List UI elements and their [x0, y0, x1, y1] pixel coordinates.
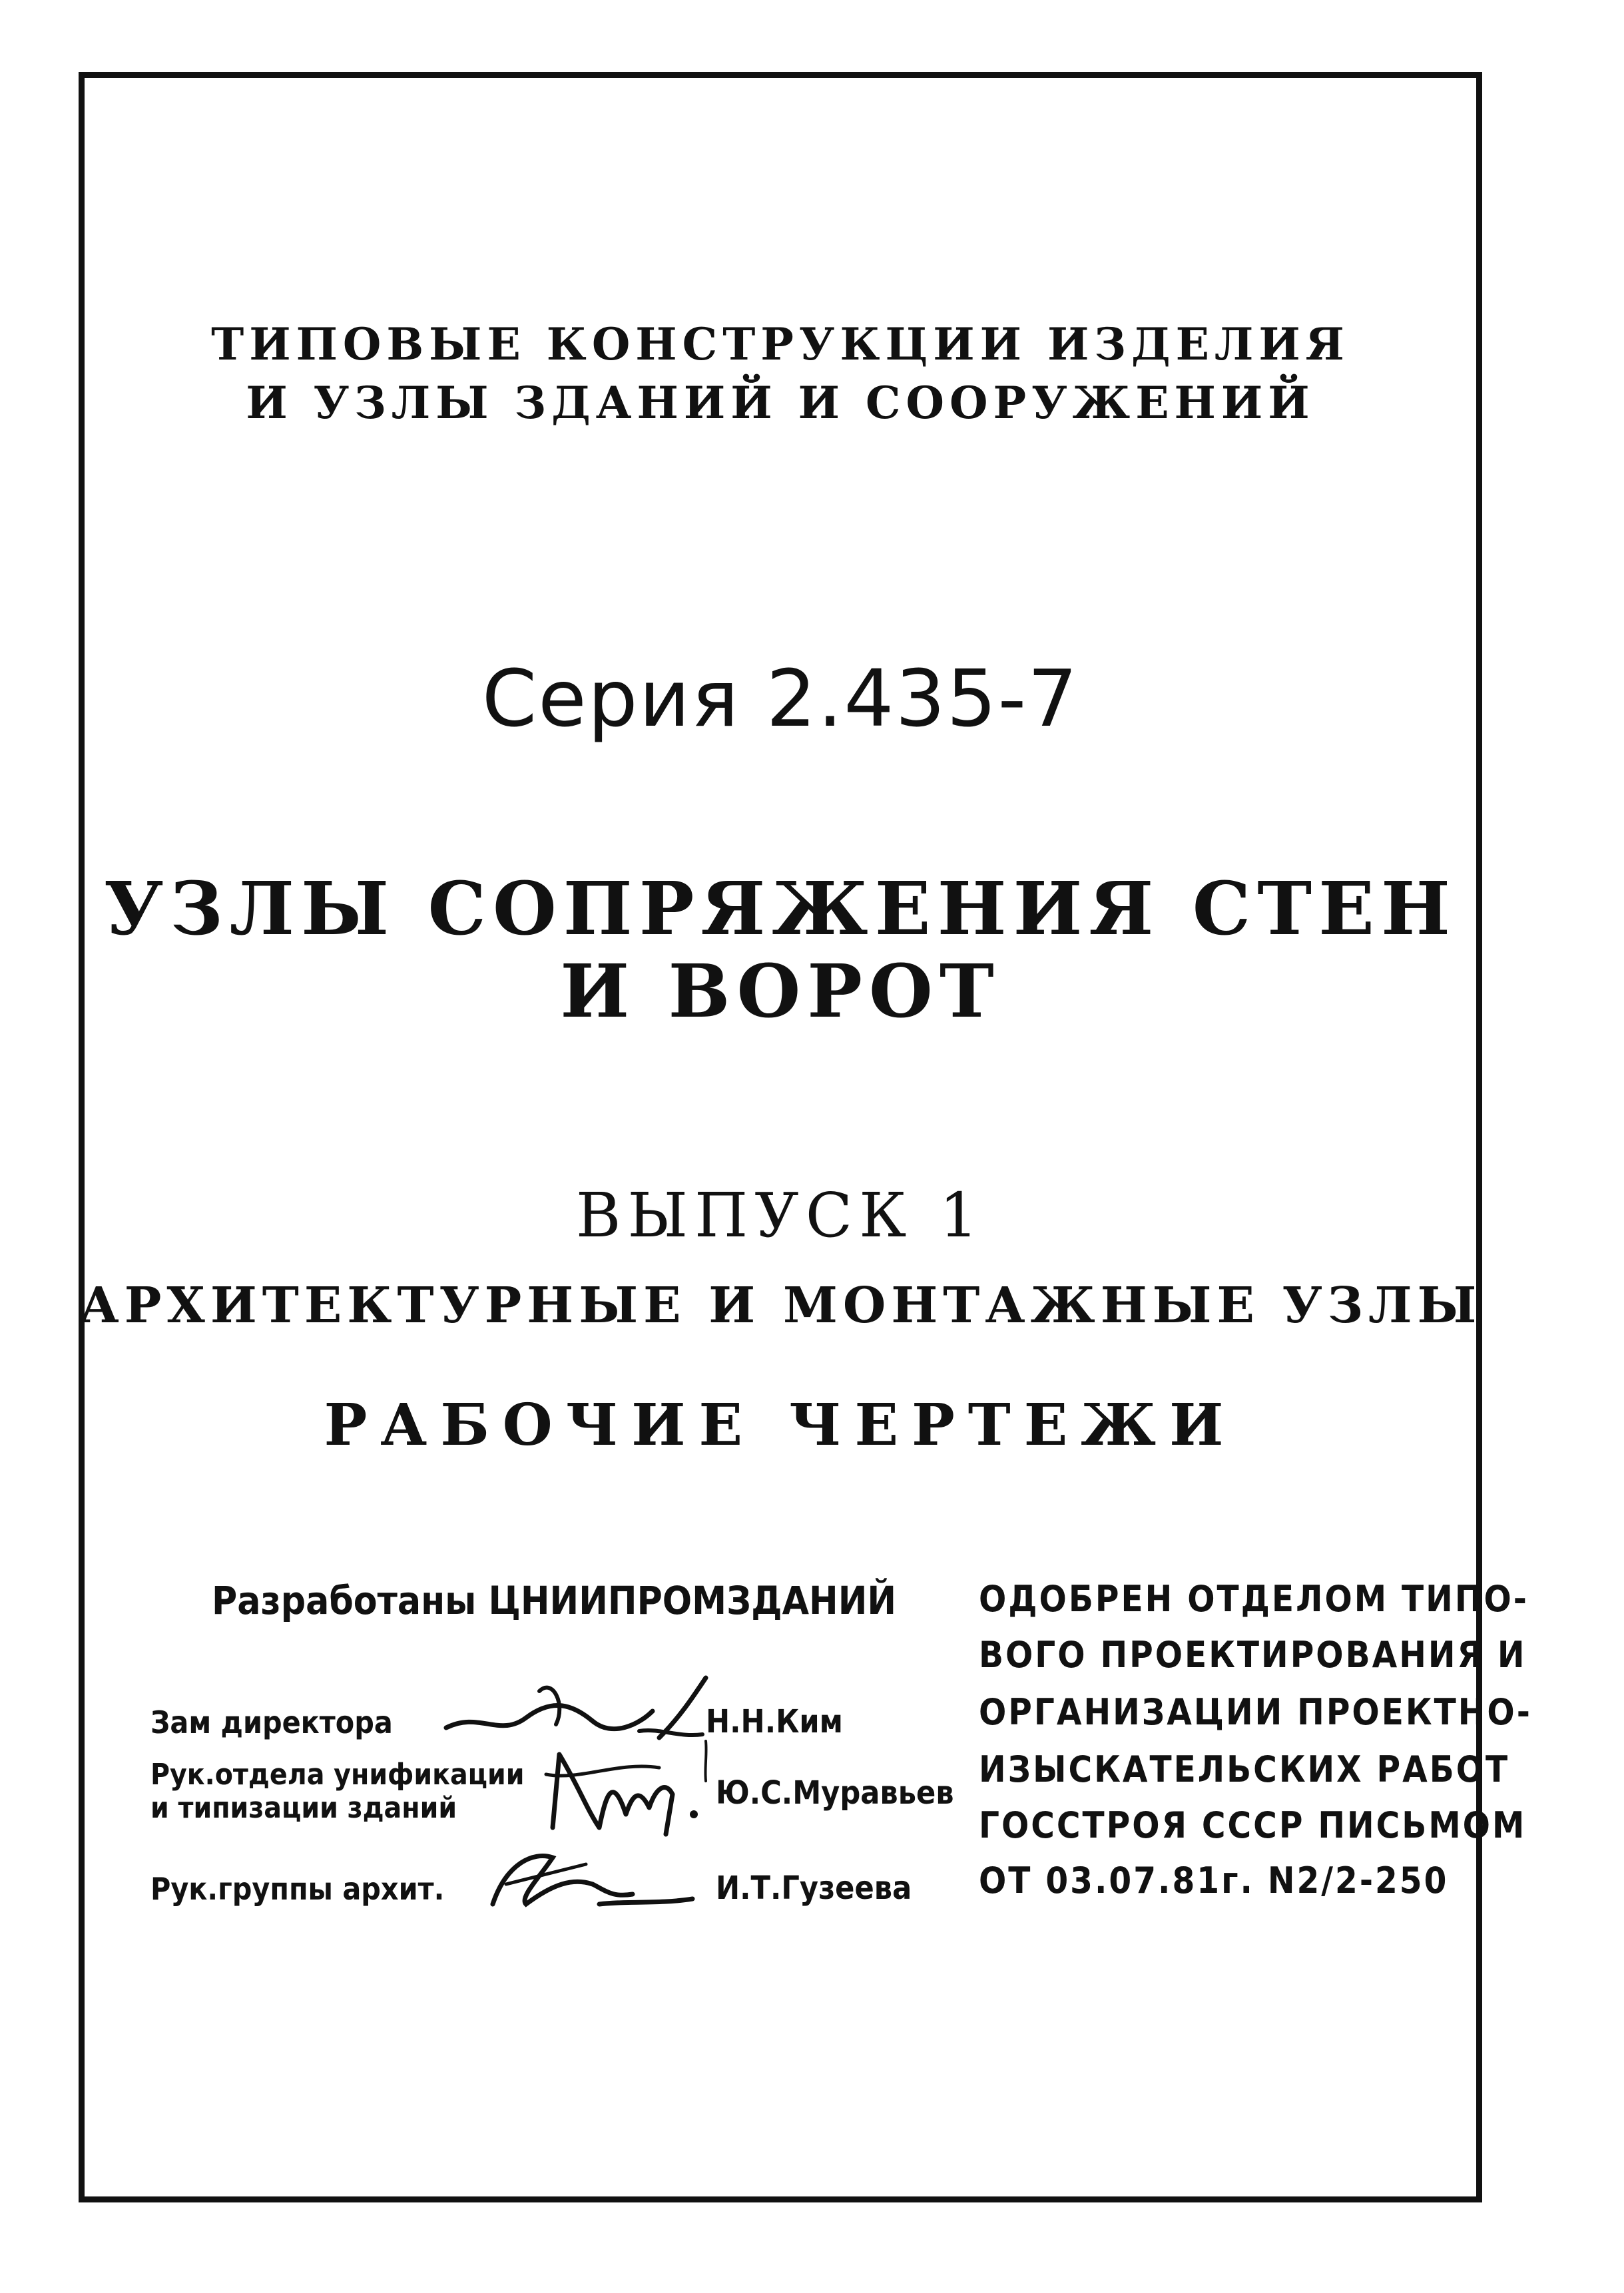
series-category-line-1: ТИПОВЫЕ КОНСТРУКЦИИ ИЗДЕЛИЯ — [211, 318, 1350, 370]
signatory-role-unification-head-line-2: и типизации зданий — [150, 1791, 457, 1825]
signatory-name-guzeeva: И.Т.Гузеева — [716, 1870, 912, 1907]
approval-line-6: ОТ 03.07.81г. N2/2-250 — [979, 1860, 1449, 1902]
series-category-line-2: И УЗЛЫ ЗДАНИЙ И СООРУЖЕНИЙ — [246, 377, 1315, 429]
signatory-role-deputy-director: Зам директора — [150, 1704, 393, 1740]
signatory-name-muravyev: Ю.С.Муравьев — [716, 1774, 954, 1812]
issue-subtitle: АРХИТЕКТУРНЫЕ И МОНТАЖНЫЕ УЗЛЫ — [79, 1277, 1482, 1334]
approval-line-4: ИЗЫСКАТЕЛЬСКИХ РАБОТ — [979, 1748, 1510, 1790]
approval-line-2: ВОГО ПРОЕКТИРОВАНИЯ И — [979, 1634, 1527, 1676]
document-title-line-2: И ВОРОТ — [560, 948, 1001, 1034]
signature-muravyev — [539, 1734, 712, 1841]
signature-guzeeva — [479, 1838, 699, 1917]
approval-line-3: ОРГАНИЗАЦИИ ПРОЕКТНО- — [979, 1691, 1532, 1733]
issue-number: ВЫПУСК 1 — [575, 1180, 985, 1251]
approval-line-5: ГОССТРОЯ СССР ПИСЬМОМ — [979, 1804, 1527, 1846]
approval-line-1: ОДОБРЕН ОТДЕЛОМ ТИПО- — [979, 1578, 1529, 1620]
document-title-line-1: УЗЛЫ СОПРЯЖЕНИЯ СТЕН — [104, 866, 1457, 951]
series-number: Серия 2.435-7 — [481, 652, 1079, 744]
developer-line: Разработаны ЦНИИПРОМЗДАНИЙ — [212, 1578, 897, 1623]
signatory-name-kim: Н.Н.Ким — [706, 1703, 843, 1740]
signatory-role-architect-group-head: Рук.группы архит. — [150, 1871, 445, 1907]
signatory-role-unification-head-line-1: Рук.отдела унификации — [150, 1758, 525, 1792]
document-type: РАБОЧИЕ ЧЕРТЕЖИ — [324, 1392, 1237, 1459]
